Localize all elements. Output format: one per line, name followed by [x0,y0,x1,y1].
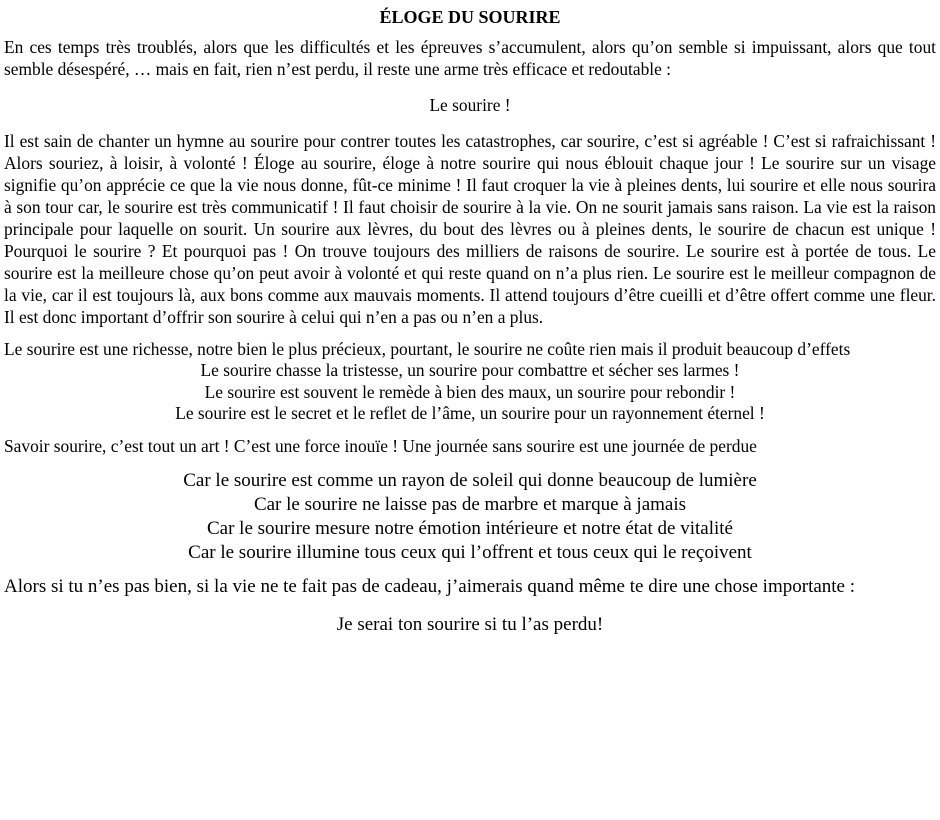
final-line: Je serai ton sourire si tu l’as perdu! [336,613,604,635]
verse-line: Car le sourire ne laisse pas de marbre et marque à jamais [253,493,687,515]
verse-line: Le sourire est souvent le remède à bien des maux, un sourire pour rebondir ! [204,381,736,402]
intro-paragraph: En ces temps très troublés, alors que les difficultés et les épreuves s’accumulent, alors qu’on semble si impuissant, alors que tout semble désespéré, … mais en fait, rien n’est perdu, il reste une arme très efficace et redoutable : [4,37,936,79]
spacer [4,599,936,613]
verse-line: Car le sourire illumine tous ceux qui l’offrent et tous ceux qui le reçoivent [188,541,752,563]
verse-block-2 [4,469,936,565]
closing-paragraph: Alors si tu n’es pas bien, si la vie ne te fait pas de cadeau, j’aimerais quand même te dire une chose importante : [4,575,856,597]
spacer [4,80,936,94]
spacer [4,565,936,575]
body-paragraph-3: Savoir sourire, c’est tout un art ! C’est une force inouïe ! Une journée sans sourire est une journée de perdue [4,435,757,456]
spacer [4,425,936,435]
centered-exclamation: Le sourire ! [429,95,511,115]
verse-line: Le sourire chasse la tristesse, un sourire pour combattre et sécher ses larmes ! [200,360,740,380]
page-title: ÉLOGE DU SOURIRE [379,7,561,27]
verse-block-1 [4,360,936,425]
body-paragraph-2: Le sourire est une richesse, notre bien le plus précieux, pourtant, le sourire ne coûte rien mais il produit beaucoup d’effets [4,339,851,359]
body-paragraph-1: Il est sain de chanter un hymne au sourire pour contrer toutes les catastrophes, car sourire, c’est si agréable ! C’est si rafraichissant ! Alors souriez, à loisir, à volonté ! Éloge au sourire, éloge à notre sourire qui nous éblouit chaque jour ! Le sourire sur un visage signifie qu’on apprécie ce que la vie nous donne, fût-ce minime ! Il faut croquer la vie à pleines dents, lui sourire et elle nous sourira à son tour car, le sourire est très communicatif ! Il faut choisir de sourire à la vie. On ne sourit jamais sans raison. La vie est la raison principale pour laquelle on sourit. Un sourire aux lèvres, du bout des lèvres ou à pleines dents, le sourire de chacun est unique ! Pourquoi le sourire ? Et pourquoi pas ! On trouve toujours des milliers de raisons de sourire. Le sourire est à portée de tous. Le sourire est la meilleure chose qu’on peut avoir à volonté et qui reste quand on n’a plus rien. Le sourire est le meilleur compagnon de la vie, car il est toujours là, aux bons comme aux mauvais moments. Il attend toujours d’être cueilli et d’être offert comme une fleur. Il est donc important d’offrir son sourire à celui qui n’en a pas ou n’en a plus. [4,131,936,327]
verse-line: Le sourire est le secret et le reflet de l’âme, un sourire pour un rayonnement éternel ! [175,403,765,423]
verse-line: Car le sourire est comme un rayon de soleil qui donne beaucoup de lumière [183,469,757,491]
spacer [4,328,936,338]
spacer [4,457,936,469]
spacer [4,116,936,130]
verse-line: Car le sourire mesure notre émotion intérieure et notre état de vitalité [207,517,733,539]
